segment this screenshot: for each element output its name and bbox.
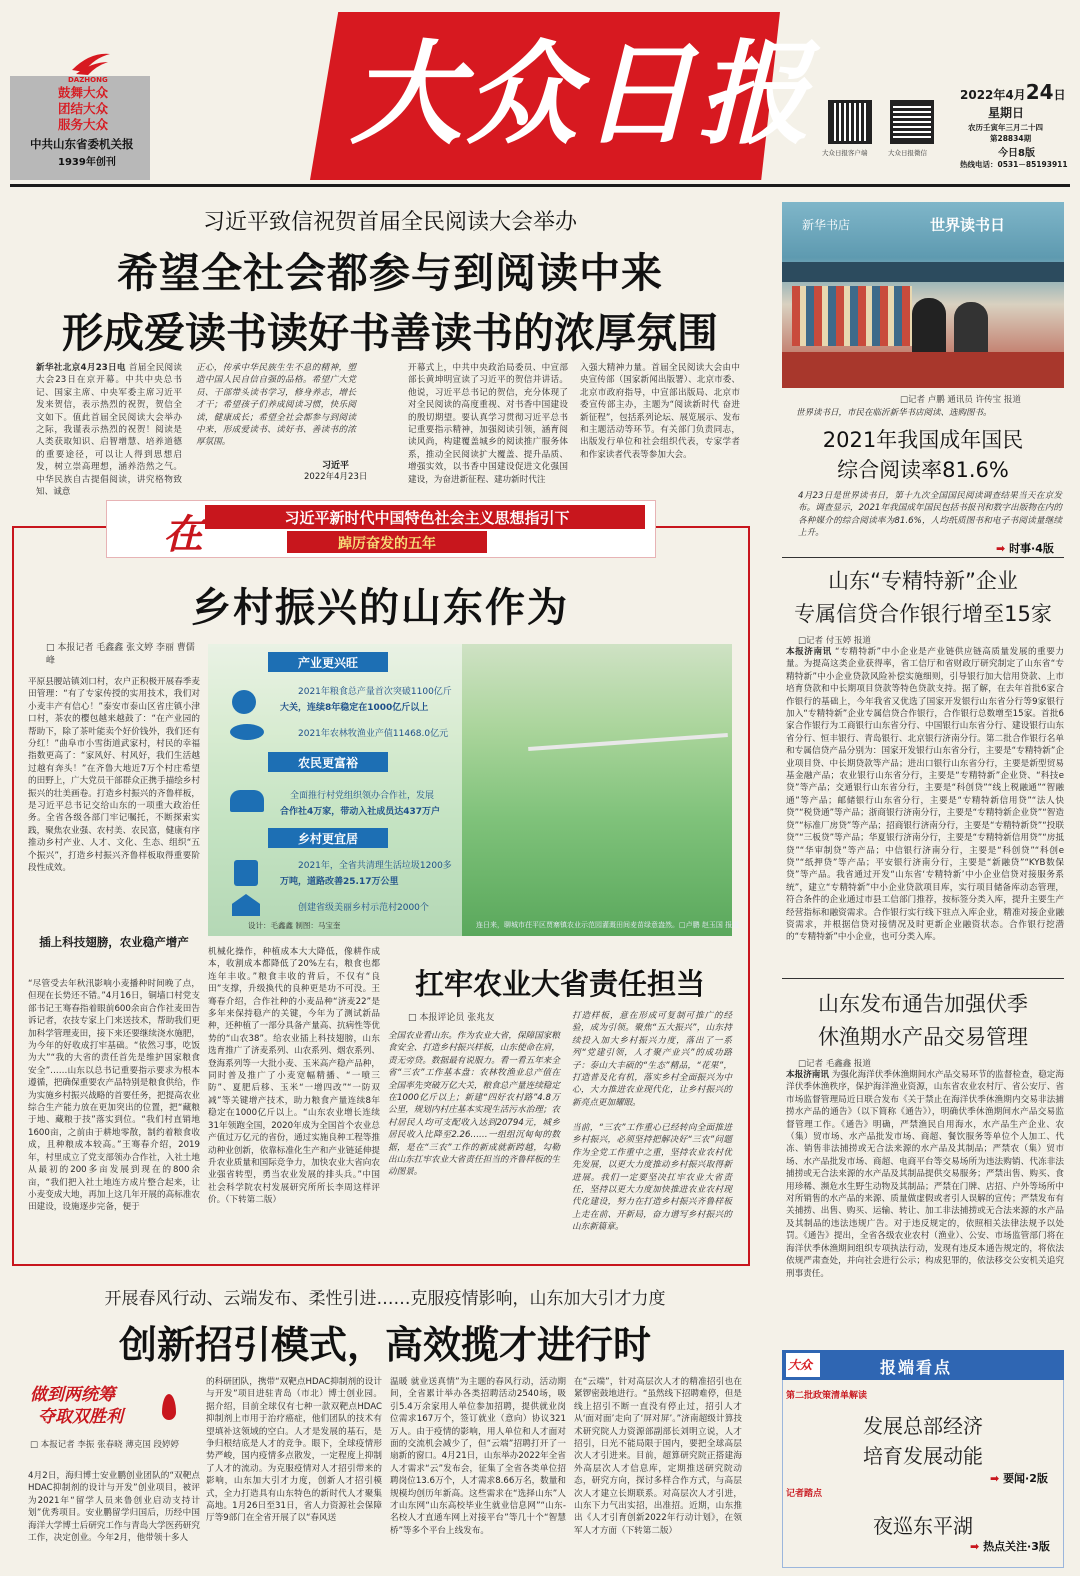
baoduan-item-2-ref-text: 热点关注·3版 xyxy=(983,1540,1050,1553)
lead-col-4: 入强大精神力量。首届全民阅读大会由中央宣传部（国家新闻出版署）、北京市委、北京市政府指导，中宣部出版局、北京市委宣传部主办，主题为“阅读新时代 奋进新征程”，包括系列论坛、展览展示、发布和主题活动等环节。有关部门负责同志，出版发行单位和社会组织代表，专家学者和作家读者代表等参加大会。 xyxy=(580,363,740,460)
bottom-headline: 创新招引模式，高效揽才进行时 xyxy=(118,1322,651,1367)
fishing-headline-2: 休渔期水产品交易管理 xyxy=(818,1025,1028,1049)
lead-signature: 习近平 xyxy=(322,461,350,471)
info-item-8: 创建省级美丽乡村示范村2000个 xyxy=(298,903,429,913)
slogan-3: 服务大众 xyxy=(58,117,109,132)
baoduan-item-2-ref[interactable] xyxy=(970,1538,1050,1554)
slogan-2: 团结大众 xyxy=(58,101,109,116)
sme-headline-1: 山东“专精特新”企业 xyxy=(828,569,1018,593)
campaign-tag xyxy=(24,1380,196,1428)
campaign-tag-line-2: 夺取双胜利 xyxy=(38,1407,123,1427)
sme-body-text: “专精特新”中小企业是产业链供应链高质量发展的重要力量。为提高这类企业获得率，省工信厅和省财政厅研究制定了山东省“专精特新”中小企业贷款风险补偿实施细则，引导银行加大信用贷款、上市培育贷款和中长期项目贷款等特色贷款支持。据了解，在去年首批6家合作银行的基础上，今年我省又优选了国家开发银行山东省分行等9家银行加入“专精特新”企业专属信贷合作银行，合作银行总数增至15家。首批6家合作银行为工商银行山东省分行、中国银行山东省分行、建设银行山东省分行、恒丰银行、青岛银行、北京银行济南分行。第二批合作银行名单和专属信贷产品分别为：国家开发银行山东省分行，主要是“专精特新”企业项目贷、中长期贷款等产品；进出口银行山东省分行，主要是新型贸易基金融产品；农业银行山东省分行，主要是“专精特新”企业贷、“科技e贷”等产品；交通银行山东省分行，主要是“科创贷”“线上税融通”“智融通”等产品；邮储银行山东省分行，主要是“专精特新信用贷”“法人快贷”“税贷通”等产品；浙商银行济南分行，主要是“专精特新企业贷”“智造贷”“标准厂房贷”等产品；招商银行济南分行，主要是“专精特新贷”“投联贷”“三板贷”等产品；华夏银行济南分行，主要是“专精特新信用贷”“房抵贷”“华审制贷”等产品；中信银行济南分行，主要是“科创贷”“科创e贷”“纸押贷”等产品；平安银行济南分行，主要是“新融贷”“KYB数保贷”等产品。我省通过开发“山东省‘专精特新’中小企业信贷对接服务系统”，建立“专精特新”中小企业贷款项目库，实行项目储备库动态管理，符合条件的企业通过市县工信部门推荐，按标签分类入库，提升主要生产经营指标和融资需求。合作银行实行线下驻点入库企业，精准对接企业融资需求，并根据信贷对接情况及时更新企业融资状态。合作银行挖潜的“专精特新”中小企业，也可分类入库。 xyxy=(786,647,1064,943)
feature-subhead: 插上科技翅膀，农业稳产增产 xyxy=(39,935,189,949)
lead-kicker: 习近平致信祝贺首届全民阅读大会举办 xyxy=(202,210,577,235)
wheat-icon xyxy=(232,690,256,714)
qr-code-wechat xyxy=(890,100,934,144)
info-item-5: 合作社4万家，带动入社成员达437万户 xyxy=(280,807,441,817)
reading-ref[interactable] xyxy=(996,540,1054,556)
baoduan-logo-text: 大众 xyxy=(788,1358,813,1372)
right-rule-2 xyxy=(782,978,1064,979)
info-item-2: 大关，连续8年稳定在1000亿斤以上 xyxy=(280,703,429,713)
info-item-3: 2021年农林牧渔业产值11468.0亿元 xyxy=(298,729,449,739)
baoduan-tag-2: 记者踏点 xyxy=(786,1489,823,1499)
photo-banner: 世界读书日 xyxy=(930,216,1006,234)
info-credit-right: 连日来，聊城市茌平区贾寨镇农业示范园灌溉田间麦苗绿意盎然。□卢鹏 赵玉国 报道 xyxy=(476,921,740,929)
info-item-7: 万吨，道路改善25.17万公里 xyxy=(280,877,399,887)
qr-label-client: 大众日报客户端 xyxy=(822,149,868,157)
lead-sign-date: 2022年4月23日 xyxy=(304,472,368,482)
sprinkler-line xyxy=(528,733,728,751)
date-suffix: 日 xyxy=(1053,88,1066,102)
sme-headline-2: 专属信贷合作银行增至15家 xyxy=(794,602,1052,626)
date-prefix: 2022年4月 xyxy=(960,88,1026,102)
reading-body: 4月23日是世界读书日，第十九次全国国民阅读调查结果当天在京发布。调查显示，2021年我国成年国民包括书报刊和数字出版物在内的各种媒介的综合阅读率为81.6%，人均纸质图书和电子书阅读量继续上升。 xyxy=(798,491,1062,539)
photo-books xyxy=(792,286,912,346)
baoduan-item-1-line-1[interactable]: 发展总部经济 xyxy=(863,1414,983,1438)
sme-byline: □记者 付玉婷 报道 xyxy=(798,636,871,646)
newspaper-logo: 大众日报 xyxy=(350,29,814,160)
right-rule-1 xyxy=(782,557,1064,558)
info-item-4: 全面推行村党组织领办合作社，发展 xyxy=(290,791,435,801)
lead-col-3: 开幕式上，中共中央政治局委员、中宣部部长黄坤明宣读了习近平的贺信并讲话。他说，习近平总书记的贺信，充分体现了对全民阅读的高度重视、对书香中国建设的殷切期望。要认真学习贯彻习近平总书记重要指示精神，加强阅读引领，涵育阅读风尚，构建覆盖城乡的阅读推广服务体系，推动全民阅读扩大覆盖、提升品质、增强实效，以书香中国建设促进文化强国建设，为奋进新征程、建功新时代注 xyxy=(408,363,568,485)
commentary-headline: 扛牢农业大省责任担当 xyxy=(414,967,705,1001)
farmland-infographic xyxy=(208,644,740,936)
commentary-col-2: 打造样板，意在形成可复制可推广的经验，成为引领。聚焦“五大振兴”，山东持续投入加大乡村振兴力度，落出了一系列“党建引领，人才聚产业兴”的成功路子：泰山大丰硕的“生态”精品，“花果”，打造普及化有机，落实乡村全面振兴为中心，大力推进农业现代化，让乡村振兴的新亮点更加耀眼。 xyxy=(572,1011,732,1108)
photo-shelf xyxy=(782,262,1064,282)
campaign-tag-line-1: 做到两统筹 xyxy=(30,1385,115,1405)
arrow-right-icon: ➡ xyxy=(996,542,1006,555)
bottom-col-2: 的科研团队，携带“双靶点HDAC抑制剂的设计与开发”项目进驻青岛（市北）博士创业园。据介绍，目前全球仅有七种一款双靶点HDAC抑制剂上市用于治疗癌症，他们团队的技术有望填补这领域的空白。人才是发展的基石，是争归根结底是人才的竞争。眼下，全球疫情形势严峻，国内疫情多点散发，一定程度上抑制了人才的流动。为克服疫情对人才招引带来的影响，山东加大引才力度，创新人才招引模式，全力打造具有山东特色的新时代人才聚集高地。1月26日至31日，省人力资源社会保障厅等9部门在全省开展了以“春风送 xyxy=(206,1377,382,1524)
flame-icon xyxy=(162,1394,176,1420)
photo-sign: 新华书店 xyxy=(802,218,851,232)
lunar-date: 农历壬寅年三月二十四 xyxy=(968,123,1043,132)
commentary-col-3: 当前，“三农”工作重心已经转向全面推进乡村振兴，必须坚持把解决好“三农”问题作为全党工作重中之重，坚持农业农村优先发展，以更大力度推动乡村振兴取得新进展。我们一定要坚决扛牢农业大省责任，坚持以更大力度加快推进农业农村现代化建设，努力在打造乡村振兴齐鲁样板上走在前、开新局，奋力谱写乡村振兴的山东新篇章。 xyxy=(572,1123,732,1233)
bottom-kicker: 开展春风行动、云端发布、柔性引进……克服疫情影响，山东加大引才力度 xyxy=(104,1289,666,1309)
feature-banner xyxy=(106,500,656,558)
fish-icon xyxy=(230,724,264,740)
info-section-2-title: 农民更富裕 xyxy=(297,756,358,770)
date-block xyxy=(960,80,1070,104)
fishing-body xyxy=(786,1069,1064,1335)
date-day: 24 xyxy=(1025,80,1054,104)
commentary-byline: □ 本报评论员 张兆友 xyxy=(408,1013,495,1023)
fishing-dateline: 本报济南讯 xyxy=(786,1070,830,1080)
lead-headline-1: 希望全社会都参与到阅读中来 xyxy=(117,249,663,297)
masthead xyxy=(10,12,1070,184)
sme-dateline: 本报济南讯 xyxy=(786,647,832,657)
lead-col-1 xyxy=(36,362,182,498)
baoduan-item-1-line-2[interactable]: 培育发展动能 xyxy=(863,1444,983,1468)
banner-big-char: 在 xyxy=(163,511,203,558)
arrow-right-icon: ➡ xyxy=(990,1472,1000,1485)
feature-col-b: 机械化操作，种植成本大大降低，像耕作成本，收割成本都降低了20%左右，粮食也都连年丰收。”粮食丰收的背后，不仅有“良田”支撑，升级换代的良种更是功不可没。王骞春介绍，合作社种的小麦品种“济麦22”是多年来保持稳产的关键，今年为了测试新品种，还种植了一部分具备产量高、抗病性等优势的“山农38”。给农业插上科技翅膀，山东选育推广了济麦系列、山农系列、烟农系列、登海系列等一大批小麦、玉米高产稳产品种，同时普及推广了小麦宽幅精播、“一喷三防”、夏肥后移、玉米“一增四改”“一防双减”等关键增产技术，助力粮食产量连续8年稳定在1000亿斤以上。“山东农业增长连续31年领跑全国，2020年成为全国首个农业总产值过万亿元的省份，通过实施良种工程等推动种业创新，依靠标准化生产和产业链延伸提升农业质量和国际竞争力，加快农业大省向农业强省转型，勇当农业发展的排头兵。”中国社会科学院农村发展研究所所长李周这样评价。（下转第二版） xyxy=(208,947,380,1206)
bottom-col-1: 4月2日，海归博士安业鹏创业团队的“双靶点HDAC抑制剂的设计与开发”创业项目，被评为2021年“留学人员来鲁创业启动支持计划”优秀项目。安业鹏留学归国后，历经中国海洋大学博士后研究工作与青岛大学医药研究工作，决定创业。今年2月，他带领十多人 xyxy=(28,1471,200,1544)
baoduan-item-1-ref[interactable] xyxy=(990,1470,1048,1486)
brand-small: DAZHONG xyxy=(68,76,108,84)
banner-line-2-text: 踔厉奋发的五年 xyxy=(338,536,436,552)
issue-number: 第28834期 xyxy=(990,134,1032,143)
reading-headline-1: 2021年我国成年国民 xyxy=(822,428,1024,452)
feature-byline: □ 本报记者 毛鑫鑫 张文婷 李丽 曹儒峰 xyxy=(46,643,195,666)
bookstore-photo xyxy=(782,202,1064,388)
reading-ref-text: 时事·4版 xyxy=(1009,542,1054,555)
page-count: 今日8版 xyxy=(998,148,1035,159)
baoduan-item-2[interactable]: 夜巡东平湖 xyxy=(873,1514,973,1538)
info-section-3-title: 乡村更宜居 xyxy=(297,832,358,846)
masthead-rule xyxy=(10,184,1070,187)
photo-caption: 世界读书日，市民在临沂新华书店阅读、选购图书。 xyxy=(796,408,992,418)
weekday: 星期日 xyxy=(988,106,1025,120)
info-section-1-title: 产业更兴旺 xyxy=(297,656,358,670)
feature-headline: 乡村振兴的山东作为 xyxy=(191,584,569,631)
bottom-col-3: 温暖 就业送真情”为主题的春风行动，活动期间，全省累计举办各类招聘活动2540场，吸引5.4万余家用人单位参加招聘，提供就业岗位需求167万个，签订就业（意向）协议321万人。由于疫情的影响，用人单位和人才面对面的交流机会减少了，但“云端”招聘打开了一扇新的窗口。4月21日，山东举办2022年全省人才需求“云”发布会，征集了全省各类单位招聘岗位13.6万个，人才需求8.66万名，数量和规模均创历年新高。这些需求在“选择山东”人才山东网“山东高校毕业生就业信息网”“山东-名校人才直通车网上对接平台”等几十个“智慧桥”等多个平台上线发布。 xyxy=(390,1377,566,1536)
fishing-byline: □记者 毛鑫鑫 报道 xyxy=(798,1059,871,1069)
info-item-1: 2021年粮食总产量首次突破1100亿斤 xyxy=(298,687,452,697)
feature-col-a: “尽管受去年秋汛影响小麦播种时间晚了点，但现在长势还不错。”4月16日，铜墙口村党支部书记王骞春指着眼前600余亩合作社麦田告诉记者，农技专家上门来送技术，帮助我们更加科学管理麦田，接下来还要继续浇水施肥，为今年的好收成打牢基础。“依然习事，吃饭为大”“我的大省的责任首先是维护国家粮食安全”……山东以总书记重要指示要求为根本遵循，把确保重要农产品特别是粮食供给，作为实施乡村振兴战略的首要任务，把提高农业综合生产能力放在更加突出的位置，把“藏粮于地、藏粮于技”落实到位。“我们村直销地1600亩，之前由于耕地零散，制约着粮食收成，且种粮成本较高。”王骞春介绍，2019年，村里成立了党支部领办合作社，入社土地从最初的200多亩发展到现在的800余亩，“我们把入社土地连方成片整合起来，让小麦变成大地，再加上这几年开展的高标准农田建设，设施逐步完备，便于 xyxy=(28,979,200,1213)
feature-intro: 平原县腰站镇刘口村，农户正积极开展春季麦田管理：“有了专家传授的实用技术，我们对小麦丰产有信心！”泰安市泰山区省庄镇小津口村，茶农的樱包越来越鼓了：“在产业园的帮助下，除了茶叶能卖个好价钱外，我们还有分红！”曲阜市小雪街道武家村，村民的幸福指数更高了：“家风好、村风好，我们生活越过越有奔头！”在齐鲁大地近7万个村庄希望的田野上，广大党员干部群众正携手描绘乡村振兴的壮美画卷。打造乡村振兴的齐鲁样板，是习近平总书记交给山东的一项重大政治任务。全省各级各部门牢记嘱托，不断探索实践，聚焦农业强、农村美、农民富，健康有序推动乡村产业、人才、文化、生态、组织“五个振兴”，打造乡村振兴齐鲁样板取得重要阶段性成效。 xyxy=(28,677,200,874)
sme-body xyxy=(786,646,1064,968)
publisher: 中共山东省委机关报 xyxy=(30,137,134,151)
fishing-headline-1: 山东发布通告加强伏季 xyxy=(818,992,1028,1016)
fishing-body-text: 为强化海洋伏季休渔期间水产品交易环节的监督检查，稳定海洋伏季休渔秩序，保护海洋渔业资源，山东省农业农村厅、省公安厅、省市场监督管理局近日联合发布《关于禁止在海洋伏季休渔期内交易非法捕捞水产品的通告》（以下简称《通告》），明确伏季休渔期间水产品交易监督管理工作。《通告》明确，严禁渔民自用海水，水产品生产企业、农（集）贸市场、水产品批发市场、商超、餐饮服务等单位个人加工、代冻、销售非法捕捞或无合法来源的水产品及其制品；严禁农（集）贸市场、水产品批发市场、商超、电商平台等交易场所为违法购销、代冻非法捕捞或无合法来源的水产品及其制品提供交易服务；严禁出售、购买、食用珍稀、濒危水生野生动物及其制品；严禁在门牌、店招、户外等场所中对所销售的水产品的来源、质量做虚假或者引人误解的宣传；严禁发布有关捕捞、出售、购买、运输、转让、加工非法捕捞或无合法来源的水产品及其制品的违法违规广告。对于违反规定的，依照相关法律法规予以处罚。《通告》提出，全省各级农业农村（渔业）、公安、市场监管部门将在海洋伏季休渔期间组织专项执法行动，发现有违反本通告规定的，将依法依规严肃查处，并向社会进行公示；构成犯罪的，依法移交公安机关追究刑事责任。 xyxy=(786,1070,1064,1279)
bottom-byline: □ 本报记者 李振 张春晓 薄克国 段婷婷 xyxy=(30,1440,180,1450)
banner-line-1-text: 习近平新时代中国特色社会主义思想指引下 xyxy=(284,509,570,527)
brand-logo-icon xyxy=(70,48,112,76)
hotline: 热线电话：0531－85193911 xyxy=(960,160,1068,169)
lead-col-2: 正心，传承中华民族生生不息的精神，塑造中国人民自信自强的品格。希望广大党员、干部带头读书学习，修身养志，增长才干；希望孩子们养成阅读习惯，快乐阅读，健康成长；希望全社会都参与到阅读中来，形成爱读书、读好书、善读书的浓厚氛围。 xyxy=(196,363,356,448)
cleaning-icon xyxy=(234,860,258,886)
bottom-col-4: 在“云端”，针对高层次人才的精准招引也在紧锣密鼓地进行。“虽然线下招聘难停，但是线上招引不断一直没有停止过，招引人才从‘面对面’走向了‘屏对屏’。”济南超级计算技术研究院人力资源部副部长刘明立说，人才招引，日光不能局限于国内，要把全球高层次人才引进来。目前，超算研究院正搭建海外高层次人才信息库，定期推送研究院动态，研究方向，探讨多样合作方式，与高层次人才建立长期联系。对高层次人才引进，山东下力气出实招，出准招。近期，山东推出《人才引育创新2022年行动计划》，在领军人才方面（下转第二版） xyxy=(574,1377,742,1536)
photo-credit: □记者 卢鹏 通讯员 许传宝 报道 xyxy=(900,395,1021,405)
reading-headline-2: 综合阅读率81.6% xyxy=(837,458,1009,482)
photo-table xyxy=(782,352,1064,388)
lead-headline-2: 形成爱读书读好书善读书的浓厚氛围 xyxy=(62,309,718,357)
slogan-1: 鼓舞大众 xyxy=(58,85,109,100)
info-item-6: 2021年，全省共清理生活垃圾1200多 xyxy=(298,861,452,871)
commentary-col-1: 全国农业看山东。作为农业大省，保障国家粮食安全、打造乡村振兴样板，山东使命在肩，责无旁贷。数据最有说服力。看一看五年来全省“三农”工作基本盘：农林牧渔业总产值在全国率先突破万亿大关，粮食总产量连续稳定在1000亿斤以上；新建“四好农村路”4.8万公里，规划内村庄基本实现生活污水治理；农村居民人均可支配收入达到20794元，城乡居民收入比降至2.26……一组组沉甸甸的数据，是在“三农”工作的新成就新跨越，勾勒出山东扛牢农业大省责任担当的齐鲁样板的生动图景。 xyxy=(388,1031,560,1178)
arrow-right-icon: ➡ xyxy=(970,1540,980,1553)
founded: 1939年创刊 xyxy=(58,157,116,168)
lead-dateline: 新华社北京4月23日电 xyxy=(36,363,126,373)
baoduan-header: 报端看点 xyxy=(880,1358,953,1377)
lead-col-1-text: 首届全民阅读大会23日在京开幕。中共中央总书记、国家主席、中央军委主席习近平发来贺信，表示热烈的祝贺，贺信全文如下。值此首届全民阅读大会举办之际，我谨表示热烈的祝贺！阅读是人类获取知识、启智增慧、培养道德的重要途径，可以让人得到思想启发，树立崇高理想，涵养浩然之气。中华民族自古提倡阅读，讲究格物致知、诚意 xyxy=(36,363,182,498)
baoduan-tag-1: 第二批政策清单解读 xyxy=(786,1391,868,1401)
qr-label-wechat: 大众日报微信 xyxy=(888,149,927,157)
baoduan-item-1-ref-text: 要闻·2版 xyxy=(1003,1472,1048,1485)
info-credit-left: 设计：毛鑫鑫 制图：马宝奎 xyxy=(248,921,341,930)
qr-code-client xyxy=(828,100,872,144)
people-icon xyxy=(230,790,264,812)
